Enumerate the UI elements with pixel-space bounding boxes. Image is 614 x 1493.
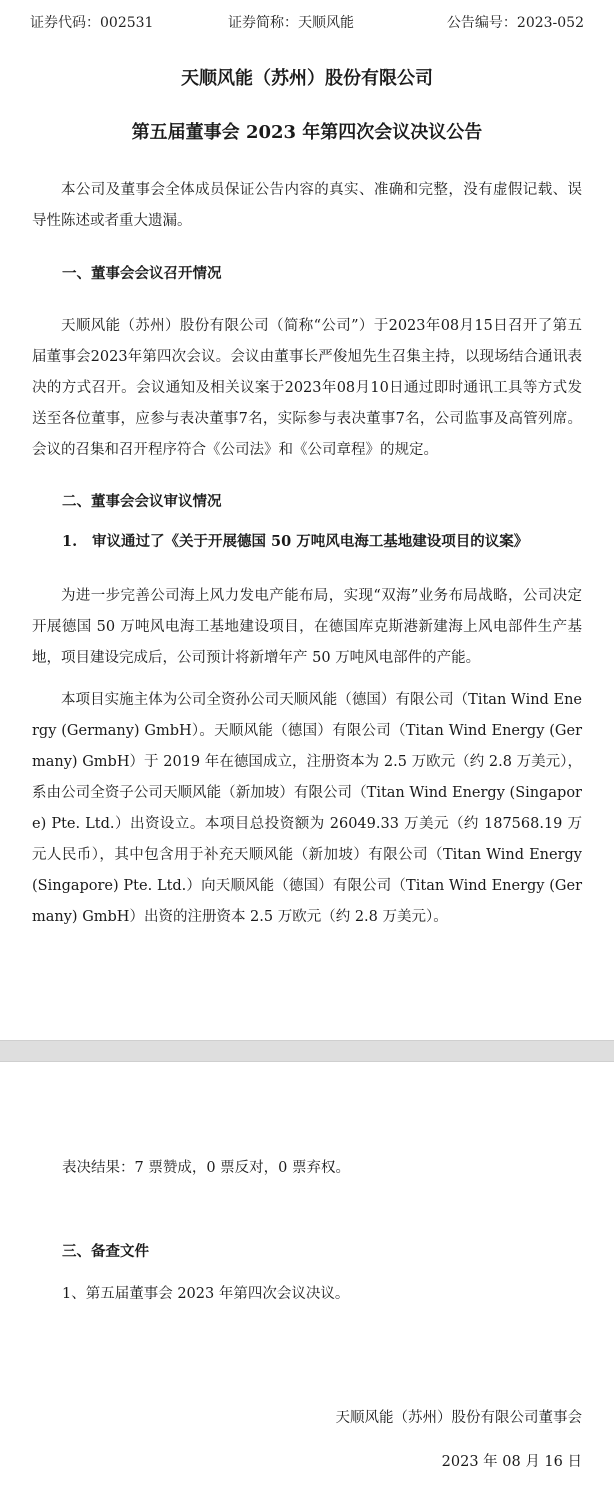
- item-1-title: [62, 530, 528, 551]
- section-2-heading: 二、董事会会议审议情况: [62, 493, 222, 510]
- page-break-separator: [0, 1040, 614, 1062]
- vote-result: 表决结果：7 票赞成，0 票反对，0 票弃权。: [62, 1160, 351, 1176]
- stock-code: 证券代码：002531: [30, 15, 154, 31]
- item-1-title-text: 审议通过了《关于开展德国 50 万吨风电海工基地建设项目的议案》: [92, 533, 529, 550]
- item-1-number: 1.: [62, 533, 78, 550]
- section-1-heading: 一、董事会会议召开情况: [62, 265, 222, 282]
- disclaimer-statement: 本公司及董事会全体成员保证公告内容的真实、准确和完整，没有虚假记载、误导性陈述或者重大遗漏。: [32, 181, 582, 229]
- signature-organization: 天顺风能（苏州）股份有限公司董事会: [335, 1410, 582, 1426]
- section-1-body: 天顺风能（苏州）股份有限公司（简称“公司”）于2023年08月15日召开了第五届董事会2023年第四次会议。会议由董事长严俊旭先生召集主持，以现场结合通讯表决的方式召开。会议通知及相关议案于2023年08月10日通过即时通讯工具等方式发送至各位董事，应参与表决董事7名，实际参与表决董事7名，公司监事及高管列席。会议的召集和召开程序符合《公司法》和《公司章程》的规定。: [32, 317, 582, 458]
- announcement-number: 公告编号：2023-052: [446, 15, 584, 31]
- item-1-paragraph-1: 为进一步完善公司海上风力发电产能布局，实现“双海”业务布局战略，公司决定开展德国 50 万吨风电海工基地建设项目，在德国库克斯港新建海上风电部件生产基地，项目建设完成后，公司预计将新增年产 50 万吨风电部件的产能。: [32, 587, 582, 666]
- section-3-heading: 三、备查文件: [62, 1243, 149, 1260]
- stock-name: 证券简称：天顺风能: [228, 15, 354, 31]
- item-1-paragraph-2: 本项目实施主体为公司全资孙公司天顺风能（德国）有限公司（Titan Wind Energy (Germany) GmbH）。天顺风能（德国）有限公司（Titan Wind Energy (Germany) GmbH）于 2019 年在德国成立，注册资本为 2.5 万欧元（约 2.8 万美元），系由公司全资子公司天顺风能（新加坡）有限公司（Titan Wind Energy (Singapore) Pte. Ltd.）出资设立。本项目总投资额为 26049.33 万美元（约 187568.19 万元人民币），其中包含用于补充天顺风能（新加坡）有限公司（Titan Wind Energy (Singapore) Pte. Ltd.）向天顺风能（德国）有限公司（Titan Wind Energy (Germany) GmbH）出资的注册资本 2.5 万欧元（约 2.8 万美元）。: [32, 691, 582, 925]
- signature-date: 2023 年 08 月 16 日: [441, 1454, 582, 1470]
- document-page-2: [0, 1062, 614, 1493]
- announcement-title: 第五届董事会 2023 年第四次会议决议公告: [131, 122, 483, 143]
- reference-document-item: 1、第五届董事会 2023 年第四次会议决议。: [62, 1286, 350, 1302]
- announcement-header: [30, 12, 584, 36]
- company-title: 天顺风能（苏州）股份有限公司: [181, 68, 433, 89]
